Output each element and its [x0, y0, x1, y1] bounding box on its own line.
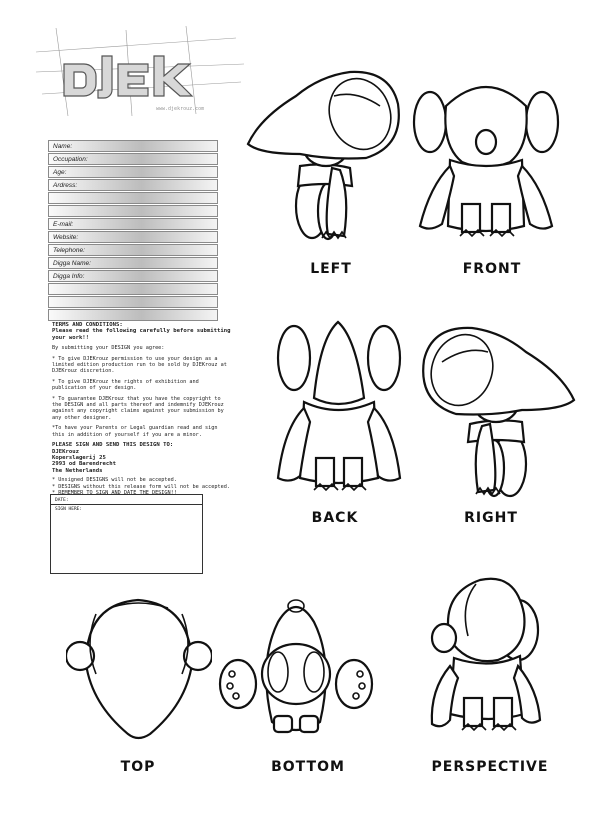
note-item: * REMEMBER TO SIGN AND DATE THE DESIGN!! — [52, 489, 177, 496]
bottom-label: BOTTOM — [271, 759, 345, 775]
terms-clause: * To guarantee DJEKrouz that you have the copyright to the DESIGN and all parts thereof and indemnify DJEKrouz against any copyright claims against your submission by any other designer. — [52, 395, 224, 421]
address-field[interactable]: Ardress: — [48, 179, 218, 191]
address-line: 2993 od Barendrecht — [52, 461, 116, 468]
note-item: * DESIGNS without this release form will not be accepted. — [52, 483, 231, 490]
djek-logo — [36, 24, 246, 120]
signature-box[interactable] — [50, 494, 203, 574]
bottom-view-figure — [218, 592, 374, 748]
left-label: LEFT — [310, 261, 352, 277]
logo-tagline: www.djekrouz.com — [156, 106, 205, 112]
front-label: FRONT — [462, 261, 522, 277]
address-line: The Netherlands — [52, 467, 103, 474]
terms-clause: * To give DJEKrouz permission to use your design as a limited edition production run to be sold by DJEKrouz at DJEKrouz discretion. — [52, 355, 227, 375]
digga-info-field[interactable]: Digga Info: — [48, 270, 218, 282]
digga-info-line-2[interactable] — [48, 283, 218, 295]
address-line: DJEKrouz — [52, 448, 79, 455]
back-label: BACK — [311, 510, 359, 526]
note-item: * Unsigned DESIGNS will not be accepted. — [52, 477, 177, 484]
top-view-figure — [66, 594, 212, 744]
digga-name-field[interactable]: Digga Name: — [48, 257, 218, 269]
logo-graphic — [36, 24, 246, 120]
terms-agree: By submitting your DESIGN you agree: — [52, 345, 165, 352]
terms-heading: TERMS AND CONDITIONS: — [52, 322, 123, 328]
top-label: TOP — [120, 759, 156, 775]
perspective-label: PERSPECTIVE — [431, 759, 549, 775]
sign-label: SIGN HERE: — [55, 507, 83, 512]
back-view-figure — [274, 318, 404, 506]
email-field[interactable]: E-mail: — [48, 218, 218, 230]
right-label: RIGHT — [464, 510, 518, 526]
terms-and-conditions — [52, 322, 232, 496]
left-view-figure — [240, 66, 410, 246]
divider — [51, 504, 202, 505]
terms-clause: *To have your Parents or Legal guardian read and sign this in addition of yourself if you are a minor. — [52, 425, 218, 438]
age-field[interactable]: Age: — [48, 166, 218, 178]
terms-subheading: Please read the following carefully before submitting your work!! — [52, 328, 231, 341]
digga-info-line-4[interactable] — [48, 309, 218, 321]
address-line: Koperslagerij 25 — [52, 454, 106, 461]
front-view-figure — [406, 76, 566, 246]
terms-clause: * To give DJEKrouz the rights of exhibition and publication of your design. — [52, 378, 199, 392]
occupation-field[interactable]: Occupation: — [48, 153, 218, 165]
date-label: DATE: — [55, 498, 69, 503]
right-view-figure — [412, 318, 582, 504]
send-heading: PLEASE SIGN AND SEND THIS DESIGN TO: — [52, 442, 174, 449]
website-field[interactable]: Website: — [48, 231, 218, 243]
address-line-2[interactable] — [48, 192, 218, 204]
telephone-field[interactable]: Telephone: — [48, 244, 218, 256]
name-field[interactable]: Name: — [48, 140, 218, 152]
digga-info-line-3[interactable] — [48, 296, 218, 308]
perspective-view-figure — [420, 574, 560, 750]
address-line-3[interactable] — [48, 205, 218, 217]
submission-form — [48, 140, 218, 322]
